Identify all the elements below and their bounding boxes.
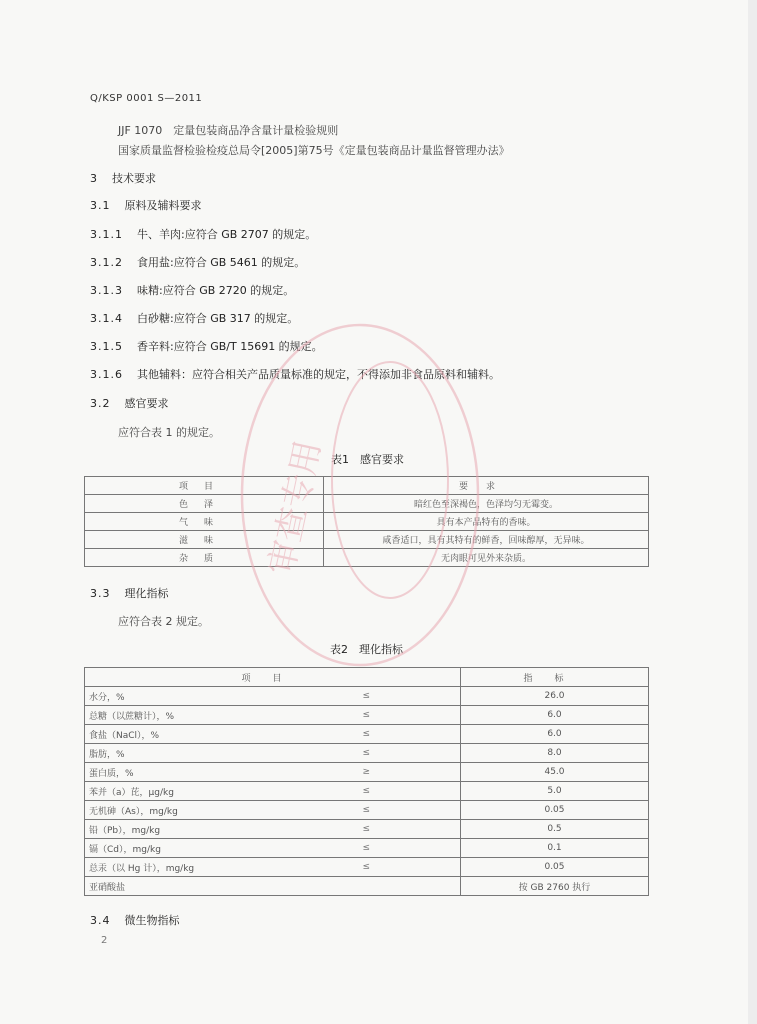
physicochemical-indicators-table [84,667,649,896]
table-row [85,839,649,858]
section-3-3-body: 应符合表 2 规定。 [118,615,209,628]
table-header-row [85,477,649,495]
table-row [85,495,649,513]
section-3-2-body: 应符合表 1 的规定。 [118,426,220,439]
section-3-1-4: 3.1.4 白砂糖:应符合 GB 317 的规定。 [90,312,299,325]
table-cell-operator: ≤ [273,801,461,820]
table-cell-operator: ≤ [273,782,461,801]
section-3-2-heading: 3.2 感官要求 [90,397,169,410]
table-row [85,549,649,567]
table-cell-operator: ≤ [273,706,461,725]
reference-order-75: 国家质量监督检验检疫总局令[2005]第75号《定量包装商品计量监督管理办法》 [118,144,510,157]
table-cell-value: 45.0 [461,763,649,782]
table-row [85,782,649,801]
table-cell-value: 0.05 [461,801,649,820]
table-cell: 暗红色至深褐色，色泽均匀无霉变。 [324,495,649,513]
table-cell-operator: ≤ [273,744,461,763]
stamp-lettering: 审查专用 [261,437,329,579]
table-cell-operator: ≤ [273,858,461,877]
section-3-1-heading: 3.1 原料及辅料要求 [90,199,202,212]
table-row [85,531,649,549]
table-row [85,877,649,896]
table-cell-operator [273,877,461,896]
table-cell-value: 26.0 [461,687,649,706]
table-cell: 咸香适口，具有其特有的鲜香，回味醇厚，无异味。 [324,531,649,549]
table-cell: 气味 [85,513,324,531]
table-cell-value: 按 GB 2760 执行 [461,877,649,896]
table-cell-item: 镉（Cd），mg/kg [85,839,273,858]
table-cell-item: 脂肪，% [85,744,273,763]
table-row [85,801,649,820]
table-cell: 杂质 [85,549,324,567]
table-cell-operator: ≤ [273,725,461,744]
table-cell: 具有本产品特有的香味。 [324,513,649,531]
sensory-requirements-table [84,476,649,567]
table-cell-value: 6.0 [461,725,649,744]
section-3-1-3: 3.1.3 味精:应符合 GB 2720 的规定。 [90,284,295,297]
table-cell-value: 5.0 [461,782,649,801]
table-cell-operator: ≤ [273,839,461,858]
table-cell-value: 0.05 [461,858,649,877]
table-cell-value: 0.5 [461,820,649,839]
table-cell-item: 亚硝酸盐 [85,877,273,896]
section-3-1-5: 3.1.5 香辛料:应符合 GB/T 15691 的规定。 [90,340,323,353]
table-cell-value: 0.1 [461,839,649,858]
page-number: 2 [101,935,108,946]
table-cell-value: 8.0 [461,744,649,763]
table-header-cell: 要求 [324,477,649,495]
section-3-1-6: 3.1.6 其他辅料：应符合相关产品质量标准的规定，不得添加非食品原料和辅料。 [90,368,500,381]
table-row [85,858,649,877]
section-3-heading: 3 技术要求 [90,172,156,185]
table-row [85,744,649,763]
table-header-row [85,668,649,687]
table-row [85,820,649,839]
table-cell: 色泽 [85,495,324,513]
table-cell-item: 水分，% [85,687,273,706]
table-row [85,725,649,744]
table-cell-value: 6.0 [461,706,649,725]
table-row [85,706,649,725]
table-row [85,763,649,782]
section-3-4-heading: 3.4 微生物指标 [90,914,180,927]
table-cell: 无肉眼可见外来杂质。 [324,549,649,567]
table-cell-operator: ≥ [273,763,461,782]
table1-caption: 表1 感官要求 [331,453,404,466]
table-cell-item: 苯并（a）芘，μg/kg [85,782,273,801]
table-cell-item: 食盐（NaCl），% [85,725,273,744]
section-3-1-2: 3.1.2 食用盐:应符合 GB 5461 的规定。 [90,256,306,269]
table-cell-item: 总汞（以 Hg 计），mg/kg [85,858,273,877]
table-cell-item: 铅（Pb），mg/kg [85,820,273,839]
section-3-3-heading: 3.3 理化指标 [90,587,169,600]
table-header-cell: 指标 [461,668,649,687]
table-cell-item: 总糖（以蔗糖计），% [85,706,273,725]
section-3-1-1: 3.1.1 牛、羊肉:应符合 GB 2707 的规定。 [90,228,317,241]
table-cell-operator: ≤ [273,820,461,839]
table2-caption: 表2 理化指标 [330,643,403,656]
reference-jjf1070: JJF 1070 定量包装商品净含量计量检验规则 [118,124,339,137]
table-row [85,513,649,531]
standard-code: Q/KSP 0001 S—2011 [90,93,203,104]
table-cell-item: 无机砷（As），mg/kg [85,801,273,820]
table-cell: 滋味 [85,531,324,549]
table-header-cell: 项目 [85,477,324,495]
table-cell-operator: ≤ [273,687,461,706]
table-row [85,687,649,706]
table-header-cell: 项目 [85,668,461,687]
table-cell-item: 蛋白质，% [85,763,273,782]
